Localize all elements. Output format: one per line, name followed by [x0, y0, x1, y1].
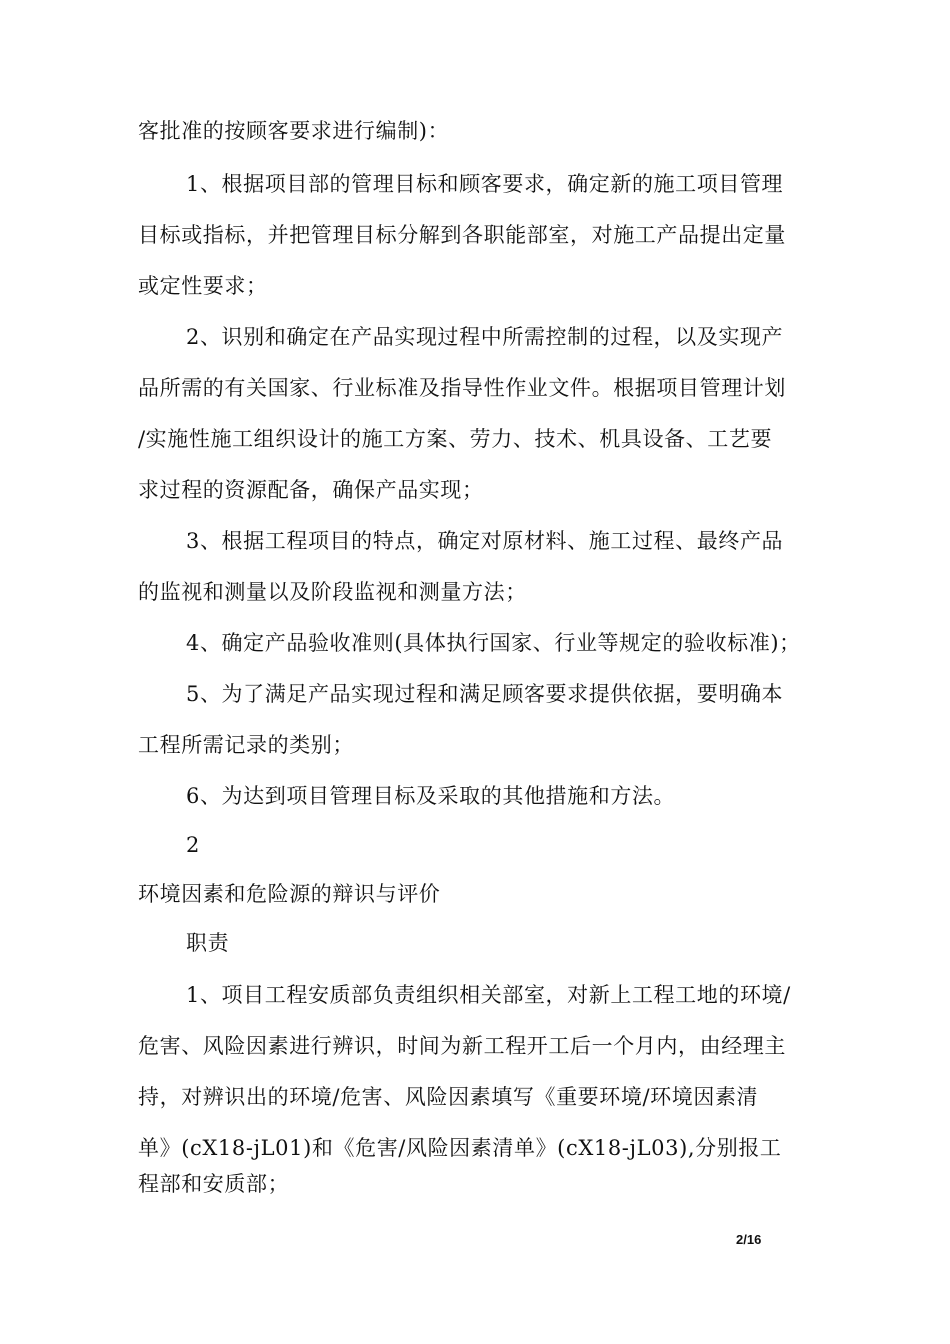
item-5-line-2: 工程所需记录的类别；: [138, 733, 354, 757]
duty-1-line-2: 危害、风险因素进行辨识，时间为新工程开工后一个月内，由经理主: [138, 1034, 786, 1058]
subsection-heading: 职责: [186, 931, 230, 955]
page-number: 2/16: [736, 1232, 762, 1247]
item-2-line-4: 求过程的资源配备，确保产品实现；: [138, 478, 484, 502]
item-5-line-1: 5、为了满足产品实现过程和满足顾客要求提供依据，要明确本: [186, 682, 784, 706]
item-2-line-1: 2、识别和确定在产品实现过程中所需控制的过程，以及实现产: [186, 325, 784, 349]
duty-1-line-5: 程部和安质部；: [138, 1172, 290, 1196]
text-line-continuation: 客批准的按顾客要求进行编制)：: [138, 119, 450, 143]
item-2-line-2: 品所需的有关国家、行业标准及指导性作业文件。根据项目管理计划: [138, 376, 786, 400]
item-1-line-1: 1、根据项目部的管理目标和顾客要求，确定新的施工项目管理: [186, 172, 784, 196]
section-heading: 环境因素和危险源的辩识与评价: [138, 882, 441, 906]
item-4-line-1: 4、确定产品验收准则(具体执行国家、行业等规定的验收标准)；: [186, 631, 801, 655]
duty-1-line-1: 1、项目工程安质部负责组织相关部室，对新上工程工地的环境/: [186, 983, 791, 1007]
duty-1-line-4: 单》(cX18-jL01)和《危害/风险因素清单》(cX18-jL03),分别报工: [138, 1136, 782, 1160]
item-1-line-3: 或定性要求；: [138, 274, 268, 298]
item-3-line-1: 3、根据工程项目的特点，确定对原材料、施工过程、最终产品: [186, 529, 784, 553]
item-3-line-2: 的监视和测量以及阶段监视和测量方法；: [138, 580, 527, 604]
duty-1-line-3: 持，对辨识出的环境/危害、风险因素填写《重要环境/环境因素清: [138, 1085, 759, 1109]
item-2-line-3: /实施性施工组织设计的施工方案、劳力、技术、机具设备、工艺要: [138, 427, 773, 451]
item-1-line-2: 目标或指标，并把管理目标分解到各职能部室，对施工产品提出定量: [138, 223, 786, 247]
section-number: 2: [186, 833, 200, 857]
item-6-line-1: 6、为达到项目管理目标及采取的其他措施和方法。: [186, 784, 676, 808]
